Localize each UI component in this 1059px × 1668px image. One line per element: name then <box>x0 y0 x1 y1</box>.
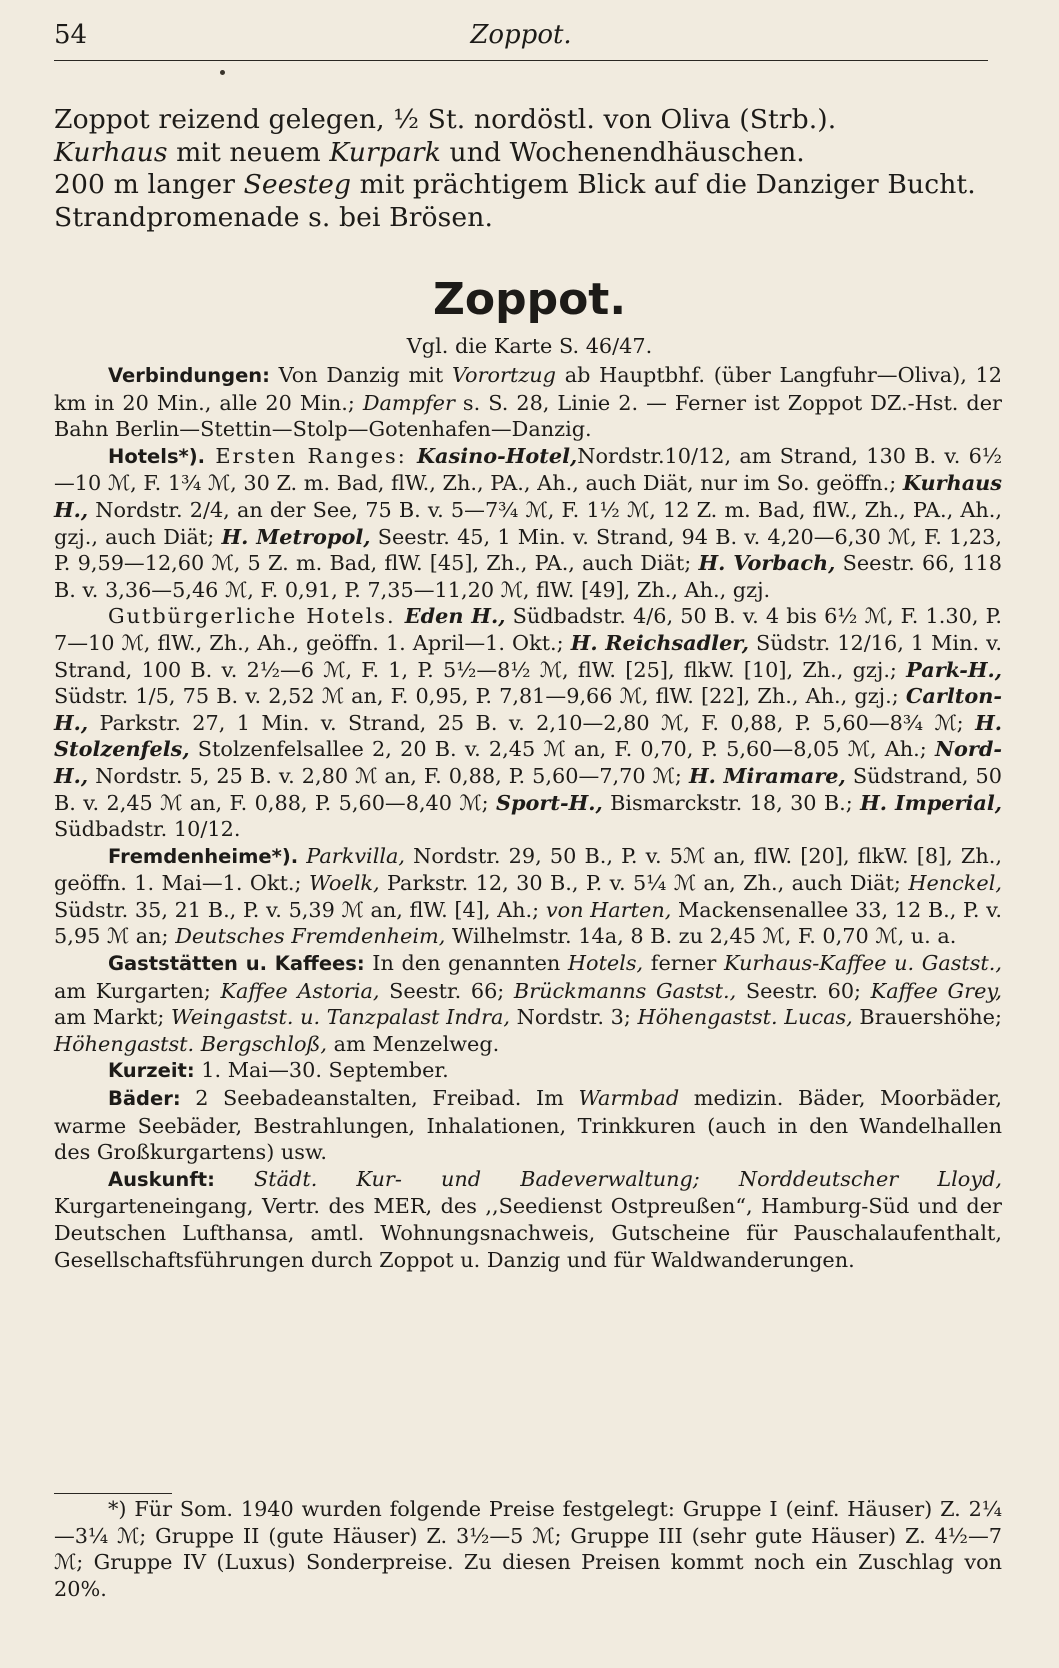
text: am Menzelweg. <box>326 1031 500 1056</box>
text: Nordstr. 5, 25 B. v. 2,80 ℳ an, F. 0,88, P. 5,60—7,70 ℳ; <box>88 763 689 788</box>
text: Nordstr.10/12, am Strand, 130 B. v. 6½—10 ℳ, F. 1¾ ℳ, 30 Z. m. Bad, flW., Zh., PA., Ah., auch Diät, nur im So. geöffn.; <box>54 443 1002 496</box>
text: Nordstr. 29, 50 B., P. v. 5ℳ an, flW. [20], flkW. [8], Zh., geöffn. 1. Mai—1. Okt.; <box>54 843 1002 896</box>
auskunft-label: Auskunft: <box>108 1167 215 1191</box>
venue-name: Kaffee Grey, <box>870 978 1002 1003</box>
text: Parkstr. 12, 30 B., P. v. 5¼ ℳ an, Zh., auch Diät; <box>379 871 909 896</box>
warmbad: Warmbad <box>578 1086 680 1111</box>
hotel-name: H. Reichsadler, <box>570 629 749 655</box>
office-names: Städt. Kur- und Badeverwaltung; Norddeutscher Lloyd, <box>214 1166 1002 1191</box>
venue-name: Höhengastst. Lucas, <box>637 1005 853 1030</box>
verbindungen-paragraph <box>54 362 1002 443</box>
text: Südstr. 35, 21 B., P. v. 5,39 ℳ an, flW. [4], Ah.; <box>54 897 546 922</box>
text: am Markt; <box>54 1005 172 1030</box>
hotel-name: H. Metropol, <box>221 523 371 549</box>
pension-name: Deutsches Fremdenheim, <box>175 924 446 949</box>
venue-name: Hotels, <box>567 951 644 976</box>
fremdenheime-label: Fremdenheime*). <box>108 844 299 868</box>
hotel-name: H. Stolzenfels, <box>54 709 1002 762</box>
venue-name: Brückmanns Gastst., <box>513 978 737 1003</box>
text: Nordstr. 2/4, an der See, 75 B. v. 5—7¾ ℳ, F. 1½ ℳ, 12 Z. m. Bad, flW., Zh., PA., Ah., gzj., auch Diät; <box>54 497 1002 549</box>
hotel-name: Nord-H., <box>54 736 1002 788</box>
intro-paragraph <box>54 104 998 234</box>
text: Brauershöhe; <box>852 1005 1002 1030</box>
pension-name: von Harten, <box>545 897 672 922</box>
text: Südstr. 1/5, 75 B. v. 2,52 ℳ an, F. 0,95, P. 7,81—9,66 ℳ, flW. [22], Zh., Ah., gzj.; <box>54 684 906 709</box>
hotel-name: Eden H., <box>404 603 506 629</box>
verbindungen-label: Verbindungen: <box>108 364 270 387</box>
text: Seestr. 60; <box>736 978 871 1003</box>
gaststaetten-label: Gaststätten u. Kaffees: <box>108 952 365 976</box>
gutbuergerliche-paragraph <box>54 603 1002 842</box>
text: medizin. Bäder, Moorbäder, warme Seebäder, Bestrahlungen, Inhalationen, Trinkkuren (auch in den Wandelhallen des Großkurgartens) usw. <box>54 1086 1002 1165</box>
text: ab Hauptbhf. (über Langfuhr—Oliva), 12 km in 20 Min., alle 20 Min.; <box>54 363 1002 415</box>
text: Von Danzig mit <box>269 363 452 387</box>
pension-name: Woelk, <box>308 871 380 896</box>
hotel-name: Sport-H., <box>495 789 603 815</box>
section-body <box>54 362 1002 1273</box>
fremdenheime-paragraph <box>54 843 1002 950</box>
pension-name: Henckel, <box>908 871 1002 896</box>
hotel-name: Park-H., <box>906 656 1002 682</box>
running-title: Zoppot. <box>470 20 572 50</box>
venue-name: Kurhaus-Kaffee u. Gastst., <box>723 951 1002 976</box>
text: Südstrand, 50 B. v. 2,45 ℳ an, F. 0,88, P. 5,60—8,40 ℳ; <box>54 763 1002 815</box>
intro-text: und Wochenendhäuschen. <box>440 136 805 168</box>
intro-seesteg: Seesteg <box>243 169 352 200</box>
text: Mackensenallee 33, 12 B., P. v. 5,95 ℳ an; <box>54 897 1002 949</box>
text: Wilhelmstr. 14a, 8 B. zu 2,45 ℳ, F. 0,70 ℳ, u. a. <box>445 924 957 949</box>
text: Nordstr. 3; <box>510 1005 638 1030</box>
hotel-name: Carlton-H., <box>54 683 1002 735</box>
kurzeit-paragraph <box>54 1057 1002 1085</box>
text: am Kurgarten; <box>54 978 221 1003</box>
venue-name: Kaffee Astoria, <box>220 978 380 1003</box>
map-reference: Vgl. die Karte S. 46/47. <box>406 334 653 358</box>
section-title: Zoppot. <box>432 274 627 325</box>
text: Seestr. 66; <box>379 978 514 1003</box>
hotel-name: Kurhaus H., <box>54 470 1002 522</box>
page-number: 54 <box>54 20 88 50</box>
text: Südstr. 12/16, 1 Min. v. Strand, 100 B. v. 2½—6 ℳ, F. 1, P. 5½—8½ ℳ, flW. [25], flkW. [10], Zh., gzj.; <box>54 630 1002 682</box>
text: Seestr. 66, 118 B. v. 3,36—5,46 ℳ, F. 0,91, P. 7,35—11,20 ℳ, flW. [49], Zh., Ah., gzj. <box>54 551 1002 602</box>
text: In den genannten <box>364 951 568 976</box>
page-header <box>54 16 988 61</box>
text: 1. Mai—30. September. <box>194 1058 449 1083</box>
gaststaetten-paragraph <box>54 950 1002 1057</box>
footnote <box>54 1496 1002 1602</box>
text: Bismarckstr. 18, 30 B.; <box>602 790 861 815</box>
intro-kurpark: Kurpark <box>329 136 441 168</box>
hotel-name: Kasino-Hotel, <box>416 442 578 468</box>
hotels-label: Hotels*). <box>108 444 206 468</box>
venue-name: Weingastst. u. Tanzpalast Indra, <box>171 1005 511 1030</box>
ink-speck <box>220 70 225 75</box>
text: Seestr. 45, 1 Min. v. Strand, 94 B. v. 4,20—6,30 ℳ, F. 1,23, P. 9,59—12,60 ℳ, 5 Z. m. Bad, flW. [45], Zh., PA., auch Diät; <box>54 524 1003 576</box>
intro-kurhaus: Kurhaus <box>54 136 168 168</box>
baeder-paragraph <box>54 1085 1002 1166</box>
venue-name: Höhengastst. Bergschloß, <box>54 1031 327 1056</box>
pension-name: Parkvilla, <box>298 843 406 868</box>
footnote-text: *) Für Som. 1940 wurden folgende Preise festgelegt: Gruppe I (einf. Häuser) Z. 2¼—3¼ ℳ; Gruppe II (gute Häuser) Z. 3½—5 ℳ; Gruppe III (sehr gute Häuser) Z. 4½—7 ℳ; Gruppe IV (Luxus) Sonderpreise. Zu diesen Preisen kommt noch ein Zuschlag von 20%. <box>54 1497 1002 1601</box>
kurzeit-label: Kurzeit: <box>108 1059 195 1083</box>
hotel-name: H. Miramare, <box>688 762 846 788</box>
auskunft-paragraph <box>54 1166 1002 1273</box>
footnote-divider <box>54 1493 172 1494</box>
intro-text: mit neuem <box>167 136 330 168</box>
text: Stolzenfelsallee 2, 20 B. v. 2,45 ℳ an, F. 0,70, P. 5,60—8,05 ℳ, Ah.; <box>189 737 935 762</box>
baeder-label: Bäder: <box>108 1087 181 1111</box>
text: Südbadstr. 4/6, 50 B. v. 4 bis 6½ ℳ, F. 1.30, P. 7—10 ℳ, flW., Zh., Ah., geöffn. 1. April—1. Okt.; <box>54 604 1002 655</box>
text: Gutbürgerliche Hotels. <box>108 604 405 629</box>
vorortzug: Vorortzug <box>451 363 556 387</box>
text: Kurgarteneingang, Vertr. des MER, des ,,Seedienst Ostpreußen“, Hamburg-Süd und der Deutschen Lufthansa, amtl. Wohnungsnachweis, Gutscheine für Pauschalaufenthalt, Gesellschaftsführungen durch Zoppot u. Danzig und für Waldwanderungen. <box>54 1194 1002 1272</box>
dampfer: Dampfer <box>362 390 455 415</box>
hotel-name: H. Vorbach, <box>698 550 836 576</box>
intro-text: mit prächtigem Blick auf die Danziger Bucht. Strandpromenade s. bei Brösen. <box>54 169 976 233</box>
intro-text: 200 m langer <box>54 169 244 200</box>
hotel-name: H. Imperial, <box>860 789 1002 815</box>
text: s. S. 28, Linie 2. — Ferner ist Zoppot DZ.-Hst. der Bahn Berlin—Stettin—Stolp—Gotenhafen—Danzig. <box>54 390 1002 442</box>
text: Ersten Ranges: <box>205 443 417 468</box>
intro-text: Zoppot reizend gelegen, ½ St. nordöstl. von Oliva (Strb.). <box>54 104 837 135</box>
text: ferner <box>643 951 724 976</box>
text: 2 Seebadeanstalten, Freibad. Im <box>180 1086 579 1111</box>
text: Südbadstr. 10/12. <box>54 817 241 842</box>
text: Parkstr. 27, 1 Min. v. Strand, 25 B. v. 2,10—2,80 ℳ, F. 0,88, P. 5,60—8¾ ℳ; <box>88 710 976 735</box>
hotels-paragraph <box>54 443 1002 604</box>
